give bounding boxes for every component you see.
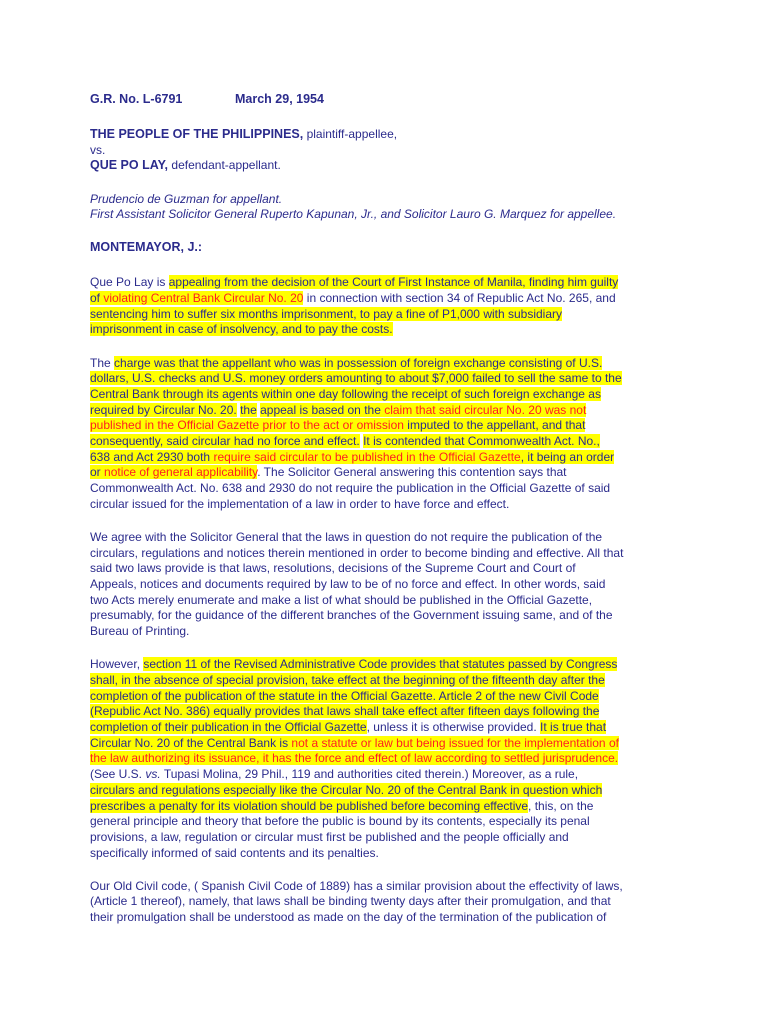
highlighted-text: circulars and regulations especially like the Circular No. 20 of the Central Bank in question which [90,782,603,797]
text-line [90,846,750,862]
text-line [90,720,750,736]
highlighted-text: or [90,465,105,480]
plaintiff-line [90,127,750,143]
plain-text: . The Solicitor General answering this contention says that [257,465,567,480]
ponente: MONTEMAYOR, J.: [90,240,203,255]
defendant-name: QUE PO LAY, [90,158,169,173]
highlighted-text: Circular No. 20 of the Central Bank is [90,735,292,750]
highlighted-text: prescribes a penalty for its violation should be published before becoming effective [90,798,529,813]
highlighted-text: section 11 of the Revised Administrative Code provides that statutes passed by Congress [143,657,618,672]
text-line [90,577,750,593]
text-line [90,704,750,720]
plain-text: in connection with section 34 of Republic Act No. 265, and [303,291,616,306]
defendant-line [90,158,750,174]
highlighted-text: 638 and Act 2930 both [90,449,214,464]
text-line [90,434,750,450]
highlighted-text: of [90,291,104,306]
highlighted-text: appeal is based on the [260,402,385,417]
highlighted-text: (Republic Act No. 386) equally provides that laws shall take effect after fifteen days following the [90,704,600,719]
text-line [90,751,750,767]
text-line [90,307,750,323]
text-line [90,403,750,419]
highlighted-red-text: the law authorizing its issuance, it has the force and effect of law according to settled jurisprudence. [90,751,619,766]
plain-text: general principle and theory that before the public is bound by its contents, especially its penal [90,814,590,829]
highlighted-red-text: require said circular to be published in the Official Gazette [213,449,521,464]
counsel-block [90,192,750,223]
plain-text: circular issued for the implementation of a law in order to have force and effect. [90,496,510,511]
plain-text: Tupasi Molina, 29 Phil., 119 and authorities cited therein.) Moreover, as a rule, [160,767,579,782]
plain-text: However, [90,657,144,672]
decision-body [90,275,750,925]
text-line [90,291,750,307]
highlighted-red-text: notice of general applicability [104,465,258,480]
text-line [90,736,750,752]
plain-text: , unless it is otherwise provided. [366,720,541,735]
counsel-line: Prudencio de Guzman for appellant. [90,191,283,206]
text-line [90,546,750,562]
versus-line [90,143,750,159]
body-paragraph [90,356,750,513]
highlighted-text: imprisonment in case of insolvency, and to pay the costs. [90,322,393,337]
text-line [90,830,750,846]
plain-text: We agree with the Solicitor General that the laws in question do not require the publication of the [90,530,603,545]
text-line [90,593,750,609]
text-line [90,371,750,387]
text-line [90,450,750,466]
highlighted-text: imputed to the appellant, and that [403,418,586,433]
counsel-line: First Assistant Solicitor General Ruperto Kapunan, Jr., and Solicitor Lauro G. Marquez for appellee. [90,207,617,222]
body-paragraph [90,879,750,926]
plain-text: Appeals, notices and documents required by law to be of no force and effect. In other words, said [90,577,606,592]
text-line [90,356,750,372]
highlighted-text: It is true that [540,720,607,735]
text-line [90,673,750,689]
text-line [90,657,750,673]
text-line [90,561,750,577]
highlighted-text: appealing from the decision of the Court of First Instance of Manila, finding him guilty [168,275,619,290]
text-line [90,783,750,799]
plain-text: (Article 1 thereof), namely, that laws shall be binding twenty days after their promulgation, and that [90,894,611,909]
highlighted-text: , it being an order [520,449,615,464]
highlighted-red-text: claim that said circular No. 20 was not [384,402,587,417]
body-paragraph [90,275,750,338]
plain-text: circulars, regulations and notices therein mentioned in order to become binding and effective. All that [90,545,624,560]
text-line [90,814,750,830]
text-line [90,465,750,481]
text-line [90,530,750,546]
highlighted-text: consequently, said circular had no force and effect. [90,434,360,449]
highlighted-red-text: published in the Official Gazette prior to the act or omission [90,418,404,433]
plaintiff-name: THE PEOPLE OF THE PHILIPPINES, [90,126,304,141]
plain-text: their promulgation shall be understood as made on the day of the termination of the publication of [90,910,607,925]
document-content [90,92,750,926]
plain-text: presumably, for the guidance of the different branches of the Government issuing same, and of the [90,608,613,623]
highlighted-text: required by Circular No. 20. [90,402,237,417]
text-line [90,418,750,434]
plain-text: Bureau of Printing. [90,624,190,639]
plaintiff-role: plaintiff-appellee, [306,126,398,141]
text-line [90,624,750,640]
text-line [90,387,750,403]
text-line [90,608,750,624]
plain-text: Que Po Lay is [90,275,169,290]
text-line [90,481,750,497]
text-line [90,322,750,338]
highlighted-text: Central Bank through its agents within one day following the receipt of such foreign exchange as [90,387,601,402]
ponente-block [90,240,750,256]
highlighted-text: charge was that the appellant who was in possession of foreign exchange consisting of U.S. [114,355,603,370]
text-line [90,275,750,291]
highlighted-text: the [240,402,257,417]
highlighted-red-text: violating Central Bank Circular No. 20 [103,291,304,306]
highlighted-text: shall, in the absence of special provision, take effect at the beginning of the fifteenth day after the [90,673,605,688]
versus-label: vs. [90,142,106,157]
highlighted-red-text: not a statute or law but being issued for the implementation of [291,735,619,750]
text-line [90,799,750,815]
text-line [90,767,750,783]
italic-text: vs. [145,767,161,782]
plain-text: two Acts merely enumerate and make a list of what should be published in the Official Gazette, [90,592,593,607]
plain-text: (See U.S. [90,767,146,782]
case-header [90,92,750,108]
plain-text: said two laws provide is that laws, resolutions, decisions of the Supreme Court and Court of [90,561,576,576]
parties-block [90,127,750,174]
defendant-role: defendant-appellant. [171,158,281,173]
text-line [90,910,750,926]
plain-text: Commonwealth Act. No. 638 and 2930 do not require the publication in the Official Gazette of said [90,481,611,496]
plain-text: The [90,355,115,370]
highlighted-text: completion of their publication in the Official Gazette [90,720,367,735]
text-line [90,879,750,895]
plain-text: provisions, a law, regulation or circular must first be published and the people officially and [90,829,569,844]
plain-text: , this, on the [528,798,594,813]
decision-date: March 29, 1954 [235,92,324,106]
text-line [90,497,750,513]
body-paragraph [90,657,750,861]
text-line [90,894,750,910]
highlighted-text: It is contended that Commonwealth Act. No., [363,434,600,449]
text-line [90,689,750,705]
highlighted-text: dollars, U.S. checks and U.S. money orders amounting to about $7,000 failed to sell the same to the [90,371,622,386]
highlighted-text: completion of the publication of the statute in the Official Gazette. Article 2 of the new Civil Code [90,688,599,703]
highlighted-text: sentencing him to suffer six months imprisonment, to pay a fine of P1,000 with subsidiary [90,306,563,321]
plain-text: Our Old Civil code, ( Spanish Civil Code of 1889) has a similar provision about the effectivity of laws, [90,878,623,893]
plain-text: specifically informed of said contents and its penalties. [90,845,379,860]
body-paragraph [90,530,750,640]
case-number: G.R. No. L-6791 [90,92,183,106]
